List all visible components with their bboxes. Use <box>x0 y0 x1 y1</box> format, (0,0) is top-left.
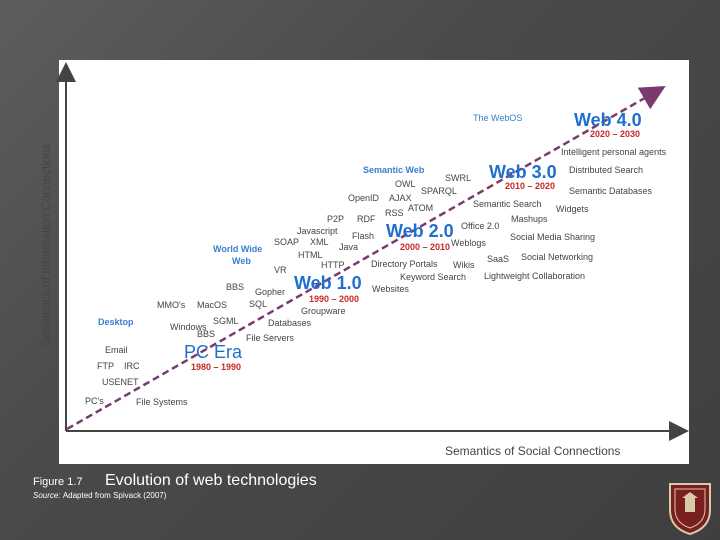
era-web1-years: 1990 – 2000 <box>309 294 360 304</box>
x-axis-label: Semantics of Social Connections <box>445 444 621 458</box>
term-weblogs: Weblogs <box>451 238 486 248</box>
term-social-media-sharing: Social Media Sharing <box>510 232 596 242</box>
term-keyword-search: Keyword Search <box>400 272 467 282</box>
term-semantic-search: Semantic Search <box>473 199 542 209</box>
term-lightweight-collaboration: Lightweight Collaboration <box>484 271 586 281</box>
era-web3-name: Web 3.0 <box>489 162 557 182</box>
term-swrl: SWRL <box>445 173 472 183</box>
era-pc-years: 1980 – 1990 <box>191 362 242 372</box>
term-pcs: PC's <box>85 396 104 406</box>
term-social-networking: Social Networking <box>521 252 594 262</box>
term-file-systems: File Systems <box>136 397 188 407</box>
term-macos: MacOS <box>197 300 228 310</box>
term-xml: XML <box>310 237 329 247</box>
term-bbs: BBS <box>226 282 245 292</box>
caption-source <box>33 491 166 500</box>
term-http: HTTP <box>321 260 345 270</box>
term-rss: RSS <box>385 208 404 218</box>
header-world-wide-web-2: Web <box>232 256 251 266</box>
figure-panel <box>39 60 689 464</box>
term-distributed-search: Distributed Search <box>569 165 644 175</box>
term-directory-portals: Directory Portals <box>371 259 438 269</box>
era-web2-years: 2000 – 2010 <box>400 242 451 252</box>
term-mashups: Mashups <box>511 214 548 224</box>
header-web-os: The WebOS <box>473 113 523 123</box>
term-saas: SaaS <box>487 254 510 264</box>
era-web4-name: Web 4.0 <box>574 110 642 130</box>
term-wikis: Wikis <box>453 260 475 270</box>
header-semantic-web: Semantic Web <box>363 165 425 175</box>
era-web3-years: 2010 – 2020 <box>505 181 556 191</box>
caption-source-label: Source: <box>33 491 61 500</box>
term-sgml: SGML <box>213 316 239 326</box>
term-widgets: Widgets <box>556 204 589 214</box>
term-irc: IRC <box>124 361 140 371</box>
era-web1-name: Web 1.0 <box>294 273 362 293</box>
term-flash: Flash <box>352 231 375 241</box>
caption-figure-number: Figure 1.7 <box>33 476 83 488</box>
term-ajax: AJAX <box>389 193 412 203</box>
web-evolution-diagram <box>39 60 689 464</box>
term-email: Email <box>105 345 128 355</box>
term-vr: VR <box>274 265 287 275</box>
era-pc-name: PC Era <box>184 342 243 362</box>
term-sql: SQL <box>249 299 268 309</box>
caption-title: Evolution of web technologies <box>105 472 317 489</box>
term-usenet: USENET <box>102 377 139 387</box>
term-mmos: MMO's <box>157 300 186 310</box>
header-world-wide-web-1: World Wide <box>213 244 263 254</box>
term-rdf: RDF <box>357 214 376 224</box>
era-web4-years: 2020 – 2030 <box>590 129 641 139</box>
y-axis-label: Semantics of Information Connections <box>39 143 53 347</box>
era-web2-name: Web 2.0 <box>386 221 454 241</box>
term-sparql: SPARQL <box>421 186 457 196</box>
term-p2p: P2P <box>327 214 345 224</box>
term-javascript: Javascript <box>297 226 338 236</box>
term-databases: Databases <box>268 318 312 328</box>
header-desktop: Desktop <box>98 317 134 327</box>
term-intelligent-personal-agents: Intelligent personal agents <box>561 147 667 157</box>
university-seal-logo <box>666 480 714 536</box>
term-atom: ATOM <box>408 203 434 213</box>
term-soap: SOAP <box>274 237 300 247</box>
term-java: Java <box>339 242 359 252</box>
term-html: HTML <box>298 250 323 260</box>
term-ftp: FTP <box>97 361 114 371</box>
term-websites: Websites <box>372 284 409 294</box>
term-owl: OWL <box>395 179 416 189</box>
term-gopher: Gopher <box>255 287 286 297</box>
term-semantic-databases: Semantic Databases <box>569 186 653 196</box>
term-openid: OpenID <box>348 193 380 203</box>
term-file-servers: File Servers <box>246 333 295 343</box>
term-office20: Office 2.0 <box>461 221 500 231</box>
caption-source-text: Adapted from Spivack (2007) <box>62 491 167 500</box>
term-bbs-low: BBS <box>197 329 216 339</box>
term-groupware: Groupware <box>301 306 346 316</box>
term-windows: Windows <box>170 322 207 332</box>
